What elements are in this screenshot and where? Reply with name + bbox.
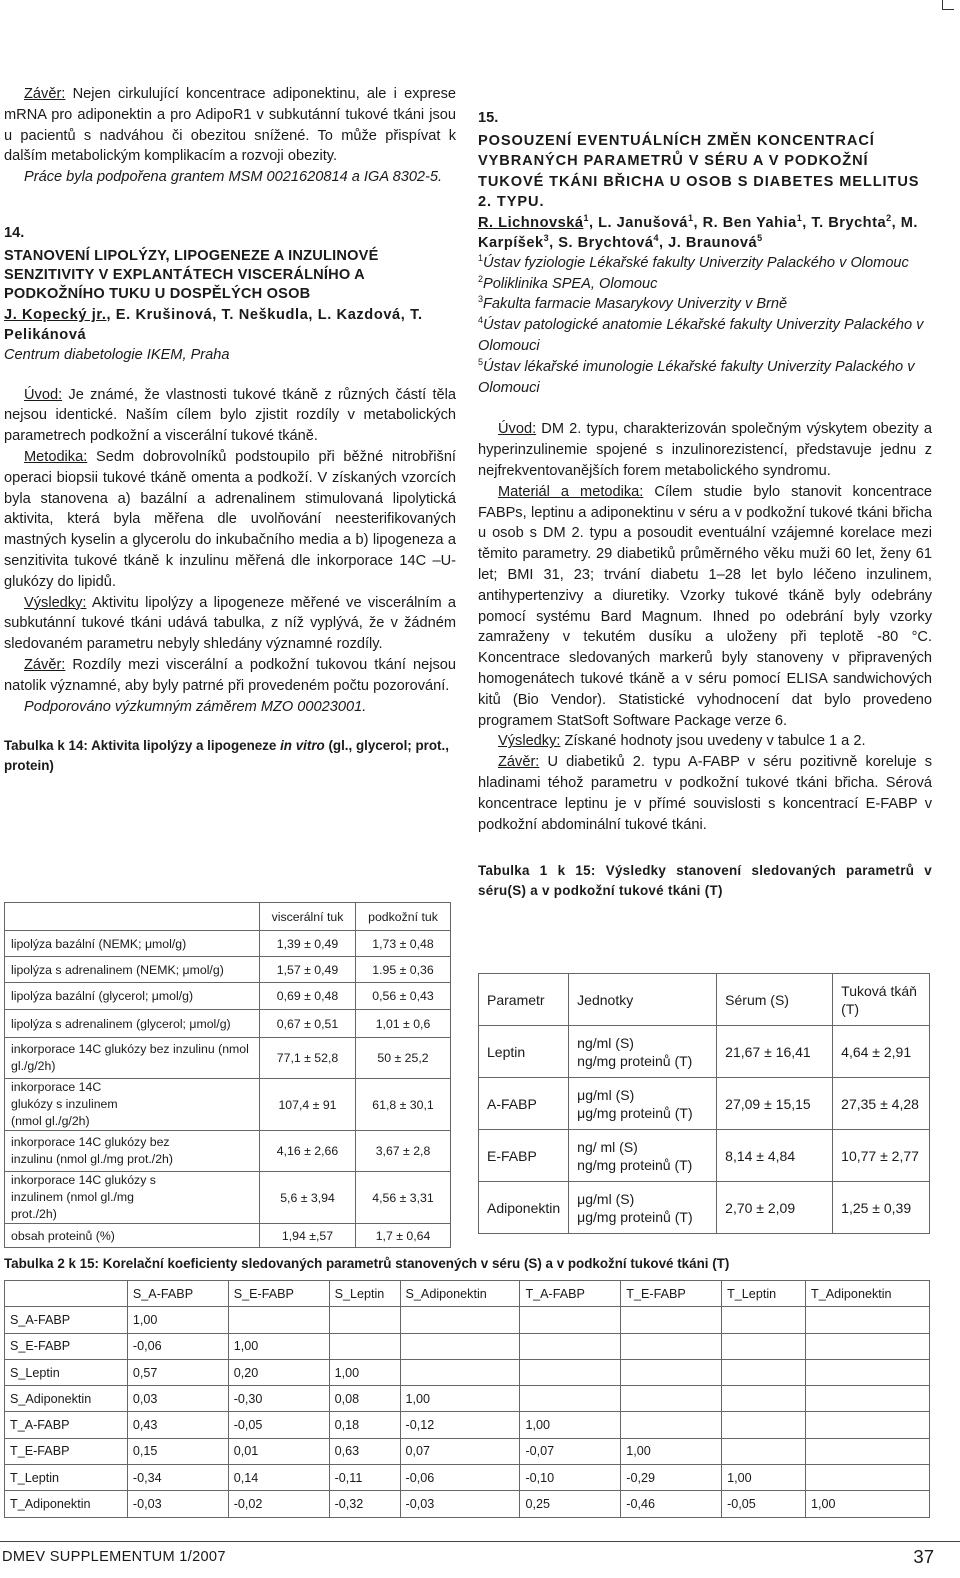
table-cell: -0,29 xyxy=(621,1465,722,1491)
table-cell xyxy=(806,1307,930,1333)
table-cell: -0,10 xyxy=(520,1465,621,1491)
abstract-14-authors: J. Kopecký jr., E. Krušinová, T. Neškudla, L. Kazdová, T. Pelikánová xyxy=(4,306,423,343)
table-cell: 0,07 xyxy=(400,1438,520,1464)
left-column xyxy=(4,84,456,776)
table-cell: 0,14 xyxy=(228,1465,329,1491)
table-cell: 1,00 xyxy=(400,1386,520,1412)
presenting-author: J. Kopecký jr. xyxy=(4,306,107,323)
abstract-14-conclusion: Závěr: Rozdíly mezi viscerální a podkožní tukovou tkání nejsou natolik významné, aby byly patrné při provedeném počtu pozorování. xyxy=(4,656,456,694)
table-cell: 0,20 xyxy=(228,1359,329,1385)
column-header: T_Leptin xyxy=(722,1281,806,1307)
table-cell xyxy=(722,1438,806,1464)
table-cell: T_E-FABP xyxy=(5,1438,128,1464)
table-cell: -0,06 xyxy=(400,1465,520,1491)
column-header: T_E-FABP xyxy=(621,1281,722,1307)
table-cell xyxy=(806,1412,930,1438)
table-cell: 1,00 xyxy=(722,1465,806,1491)
column-header: T_A-FABP xyxy=(520,1281,621,1307)
table-row: Adiponektin μg/ml (S) μg/mg proteinů (T) 2,70 ± 2,09 1,25 ± 0,39 xyxy=(479,1182,930,1234)
table-cell: -0,06 xyxy=(127,1333,228,1359)
right-column xyxy=(478,108,932,901)
table-cell xyxy=(621,1412,722,1438)
abstract-15-number: 15. xyxy=(478,110,499,126)
table-cell: T_Leptin xyxy=(5,1465,128,1491)
table-cell: S_Adiponektin xyxy=(5,1386,128,1412)
affiliation-item: $^1$Ústav fyziologie Lékařské fakulty Univerzity Palackého v Olomouc xyxy=(478,252,909,271)
table-row: Leptin ng/ml (S) ng/mg proteinů (T) 21,67 ± 16,41 4,64 ± 2,91 xyxy=(479,1026,930,1078)
table-15-2-caption: Tabulka 2 k 15: Korelační koeficienty sledovaných parametrů stanovených v séru (S) a v podkožní tukové tkáni (T) xyxy=(4,1256,730,1271)
author-affiliation-index: 4 xyxy=(653,232,660,243)
abstract-15-methods: Materiál a metodika: Cílem studie bylo stanovit koncentrace FABPs, leptinu a adiponektinu v séru a v podkožní tukové tkáni břicha u osob s DM 2. typu a posoudit eventuální vzájemné korelace mezi těmito parametry. 29 diabetiků průměrného věku muži 60 let, ženy 61 let; BMI 31, 23; trvání diabetu 1–28 let bylo léčeno inzulinem, antihypertenzivy a diuretiky. Vzorky tukové tkáně byly odebrány pomocí systému Bard Magnum. Ihned po odebrání byly vzorky zamraženy v tekutém dusíku a uloženy při teplotě -80 °C. Koncentrace sledovaných markerů byly stanoveny v připravených homogenátech tukové tkáně a v séru pomocí ELISA sandwichových kitů (Bio Vendor). Statistické vyhodnocení dat bylo provedeno programem StatSoft Software Package verze 6. xyxy=(478,483,932,729)
author-affiliation-index: 1 xyxy=(687,212,694,223)
table-cell: -0,46 xyxy=(621,1491,722,1517)
table-cell: 1,00 xyxy=(520,1412,621,1438)
table-cell: S_A-FABP xyxy=(5,1307,128,1333)
affiliation-item: $^4$Ústav patologické anatomie Lékařské fakulty Univerzity Palackého v Olomouci xyxy=(478,315,924,354)
affiliation-item: $^5$Ústav lékařské imunologie Lékařské fakulty Univerzity Palackého v Olomouci xyxy=(478,356,915,396)
table-row: lipolýza s adrenalinem (glycerol; μmol/g) 0,67 ± 0,51 1,01 ± 0,6 xyxy=(5,1010,451,1038)
column-header: S_Adiponektin xyxy=(400,1281,520,1307)
table-cell: -0,32 xyxy=(329,1491,400,1517)
table-row xyxy=(5,1359,930,1385)
table-cell xyxy=(621,1307,722,1333)
table-cell xyxy=(400,1333,520,1359)
table-cell: 1,00 xyxy=(329,1359,400,1385)
abstract-15-affiliations xyxy=(478,253,932,399)
table-row: inkorporace 14C glukózy bez inzulinu (nmol gl./mg prot./2h) 4,16 ± 2,66 3,67 ± 2,8 xyxy=(5,1131,451,1172)
column-header: T_Adiponektin xyxy=(806,1281,930,1307)
header-subcutaneous: podkožní tuk xyxy=(356,903,451,931)
table-cell xyxy=(400,1307,520,1333)
abstract-15-authors: R. Lichnovská$^1$, L. Janušová$^1$, R. Ben Yahia$^1$, T. Brychta$^2$, M. Karpíšek$^3$, S. Brychtová$^4$, J. Braunová$^5$ xyxy=(478,212,918,251)
table-cell: -0,34 xyxy=(127,1465,228,1491)
abstract-14-support: Podporováno výzkumným záměrem MZO 00023001. xyxy=(24,698,367,715)
conclusion-label: Závěr: xyxy=(24,86,66,102)
table-cell: 0,15 xyxy=(127,1438,228,1464)
column-header: S_E-FABP xyxy=(228,1281,329,1307)
author-name: J. Braunová xyxy=(668,234,758,251)
abstract-14-title: STANOVENÍ LIPOLÝZY, LIPOGENEZE A INZULINOVÉ SENZITIVITY V EXPLANTÁTECH VISCERÁLNÍHO A PODKOŽNÍHO TUKU U DOSPĚLÝCH OSOB xyxy=(4,247,379,302)
journal-name: DMEV SUPPLEMENTUM 1/2007 xyxy=(2,1549,226,1565)
table-cell: -0,07 xyxy=(520,1438,621,1464)
table-cell: 0,63 xyxy=(329,1438,400,1464)
table-row: obsah proteinů (%) 1,94 ±,57 1,7 ± 0,64 xyxy=(5,1224,451,1248)
table-row xyxy=(5,1307,930,1333)
table-cell: 0,01 xyxy=(228,1438,329,1464)
grant-note: Práce byla podpořena grantem MSM 0021620814 a IGA 8302-5. xyxy=(24,169,443,186)
table-row: E-FABP ng/ ml (S) ng/mg proteinů (T) 8,14 ± 4,84 10,77 ± 2,77 xyxy=(479,1130,930,1182)
table-row: lipolýza s adrenalinem (NEMK; μmol/g) 1,57 ± 0,49 1.95 ± 0,36 xyxy=(5,957,451,983)
author-affiliation-index: 5 xyxy=(757,232,763,243)
table-cell: 1,00 xyxy=(228,1333,329,1359)
table-cell: -0,30 xyxy=(228,1386,329,1412)
table-row: lipolýza bazální (glycerol; μmol/g) 0,69 ± 0,48 0,56 ± 0,43 xyxy=(5,983,451,1010)
table-row: inkorporace 14C glukózy bez inzulinu (nmol gl./g/2h) 77,1 ± 52,8 50 ± 25,2 xyxy=(5,1038,451,1079)
author-name: S. Brychtová xyxy=(558,234,654,251)
lipolysis-table xyxy=(4,902,451,1248)
column-header: S_A-FABP xyxy=(127,1281,228,1307)
abstract-14-methods: Metodika: Sedm dobrovolníků podstoupilo při běžné nitrobřišní operaci biopsii tukové tkáně omenta a podkoží. V získaných vzorcích byla stanovena a) bazální a adrenalinem stimulovaná lipolytická aktivita, která byla měřena dle uvolňování neesterifikovaných mastných kyselin a glycerolu do inkubačního media a b) lipogeneza a senzitivita tukové tkáně k inzulinu měřená dle inkorporace 14C –U-glukózy do lipidů. xyxy=(4,448,456,590)
table-cell xyxy=(329,1333,400,1359)
column-header: S_Leptin xyxy=(329,1281,400,1307)
table-cell: 0,57 xyxy=(127,1359,228,1385)
table-cell xyxy=(621,1386,722,1412)
table-cell: -0,12 xyxy=(400,1412,520,1438)
table-cell: 0,25 xyxy=(520,1491,621,1517)
table-row: inkorporace 14C glukózy s inzulinem (nmol gl./mg prot./2h) 5,6 ± 3,94 4,56 ± 3,31 xyxy=(5,1172,451,1224)
table-cell xyxy=(806,1386,930,1412)
table-cell: S_E-FABP xyxy=(5,1333,128,1359)
affiliation-item: $^3$Fakulta farmacie Masarykovy Univerzity v Brně xyxy=(478,294,788,313)
author-affiliation-index: 3 xyxy=(543,232,550,243)
table-cell xyxy=(722,1359,806,1385)
table-cell xyxy=(806,1359,930,1385)
author-affiliation-index: 1 xyxy=(796,212,803,223)
table-cell xyxy=(806,1438,930,1464)
table-row: lipolýza bazální (NEMK; μmol/g) 1,39 ± 0,49 1,73 ± 0,48 xyxy=(5,931,451,957)
table-row: inkorporace 14C glukózy s inzulinem (nmol gl./g/2h) 107,4 ± 91 61,8 ± 30,1 xyxy=(5,1079,451,1131)
table-cell: -0,11 xyxy=(329,1465,400,1491)
table-cell: -0,03 xyxy=(127,1491,228,1517)
table-row xyxy=(5,1386,930,1412)
page-number: 37 xyxy=(913,1546,934,1567)
table-cell: 0,43 xyxy=(127,1412,228,1438)
abstract-15-intro: Úvod: DM 2. typu, charakterizován společným výskytem obezity a hyperinzulinemie spojené s inzulinorezistencí, představuje jednu z nejfrekventovanějších forem metabolického syndromu. xyxy=(478,421,932,479)
table-cell xyxy=(520,1307,621,1333)
table-cell: S_Leptin xyxy=(5,1359,128,1385)
abstract-13-conclusion xyxy=(4,84,456,167)
correlation-table xyxy=(4,1280,930,1518)
table-header-row xyxy=(5,903,451,931)
table-cell xyxy=(400,1359,520,1385)
table-cell: 1,00 xyxy=(127,1307,228,1333)
affiliation-item: $^2$Poliklinika SPEA, Olomouc xyxy=(478,273,658,292)
author-name: R. Ben Yahia xyxy=(702,214,797,231)
table-14-caption: Tabulka k 14: Aktivita lipolýzy a lipogeneze in vitro (gl., glycerol; prot., protein) xyxy=(4,738,449,774)
abstract-14-affiliation: Centrum diabetologie IKEM, Praha xyxy=(4,346,230,363)
table-row xyxy=(5,1333,930,1359)
abstract-15-results: Výsledky: Získané hodnoty jsou uvedeny v tabulce 1 a 2. xyxy=(498,733,866,750)
table-cell: 0,18 xyxy=(329,1412,400,1438)
table-cell: -0,05 xyxy=(722,1491,806,1517)
table-15-1-caption: Tabulka 1 k 15: Výsledky stanovení sledovaných parametrů v séru(S) a v podkožní tukové tkáni (T) xyxy=(478,863,932,899)
author-name: R. Lichnovská xyxy=(478,214,584,231)
table-cell: -0,05 xyxy=(228,1412,329,1438)
author-affiliation-index: 2 xyxy=(886,212,892,223)
table-cell xyxy=(722,1386,806,1412)
table-row xyxy=(5,1491,930,1517)
column-header xyxy=(5,1281,128,1307)
table-cell xyxy=(722,1333,806,1359)
table-cell xyxy=(520,1386,621,1412)
table-row: A-FABP μg/ml (S) μg/mg proteinů (T) 27,09 ± 15,15 27,35 ± 4,28 xyxy=(479,1078,930,1130)
table-cell xyxy=(806,1465,930,1491)
abstract-14-intro: Úvod: Je známé, že vlastnosti tukové tkáně z různých částí těla nejsou identické. Naším cílem bylo zjistit rozdíly v metabolických parametrech podkožní a viscerální tukové tkáně. xyxy=(4,386,456,445)
table-cell xyxy=(329,1307,400,1333)
author-affiliation-index: 1 xyxy=(583,212,589,223)
header-visceral: viscerální tuk xyxy=(260,903,356,931)
corner-mark xyxy=(942,0,954,10)
table-row xyxy=(5,1412,930,1438)
abstract-14-number: 14. xyxy=(4,224,25,241)
author-name: T. Brychta xyxy=(811,214,887,231)
author-name: M. Karpíšek xyxy=(478,214,918,251)
table-cell: 1,00 xyxy=(621,1438,722,1464)
table-cell: -0,02 xyxy=(228,1491,329,1517)
author-name: L. Janušová xyxy=(598,214,688,231)
results-table xyxy=(478,973,930,1234)
conclusion-text: Nejen cirkulující koncentrace adiponektinu, ale i exprese mRNA pro adiponektin a pro AdipoR1 v subkutánní tukové tkáni jsou u pacientů s nadváhou či obezitou snížené. To může přispívat k dalším metabolickým komplikacím a rozvoji obezity. xyxy=(4,86,456,165)
abstract-15-title: POSOUZENÍ EVENTUÁLNÍCH ZMĚN KONCENTRACÍ VYBRANÝCH PARAMETRŮ V SÉRU A V PODKOŽNÍ TUKOVÉ TKÁNI BŘICHA U OSOB S DIABETES MELLITUS 2. TYPU. xyxy=(478,132,920,211)
table-header-row: Parametr Jednotky Sérum (S) Tuková tkáň (T) xyxy=(479,974,930,1026)
table-cell: 0,08 xyxy=(329,1386,400,1412)
table-cell xyxy=(621,1333,722,1359)
table-row xyxy=(5,1438,930,1464)
table-cell xyxy=(621,1359,722,1385)
table-cell: -0,03 xyxy=(400,1491,520,1517)
table-header-row xyxy=(5,1281,930,1307)
abstract-14-results: Výsledky: Aktivitu lipolýzy a lipogeneze měřené ve viscerálním a subkutánní tukové tkáni udává tabulka, z níž vyplývá, že v žádném sledovaném parametru nebyly shledány významné rozdíly. xyxy=(4,594,456,653)
footer-divider xyxy=(0,1541,960,1542)
table-cell xyxy=(520,1333,621,1359)
table-cell xyxy=(806,1333,930,1359)
table-cell xyxy=(722,1307,806,1333)
table-cell: 0,03 xyxy=(127,1386,228,1412)
table-cell: T_Adiponektin xyxy=(5,1491,128,1517)
table-cell xyxy=(722,1412,806,1438)
table-cell xyxy=(520,1359,621,1385)
abstract-15-conclusion: Závěr: U diabetiků 2. typu A-FABP v séru pozitivně koreluje s hladinami téhož parametru v podkožní tukové tkáni břicha. Sérová koncentrace leptinu je v přímé souvislosti s koncentrací E-FABP v podkožní abdominální tukové tkáni. xyxy=(478,754,932,833)
table-row xyxy=(5,1465,930,1491)
table-cell: 1,00 xyxy=(806,1491,930,1517)
table-cell xyxy=(228,1307,329,1333)
table-cell: T_A-FABP xyxy=(5,1412,128,1438)
